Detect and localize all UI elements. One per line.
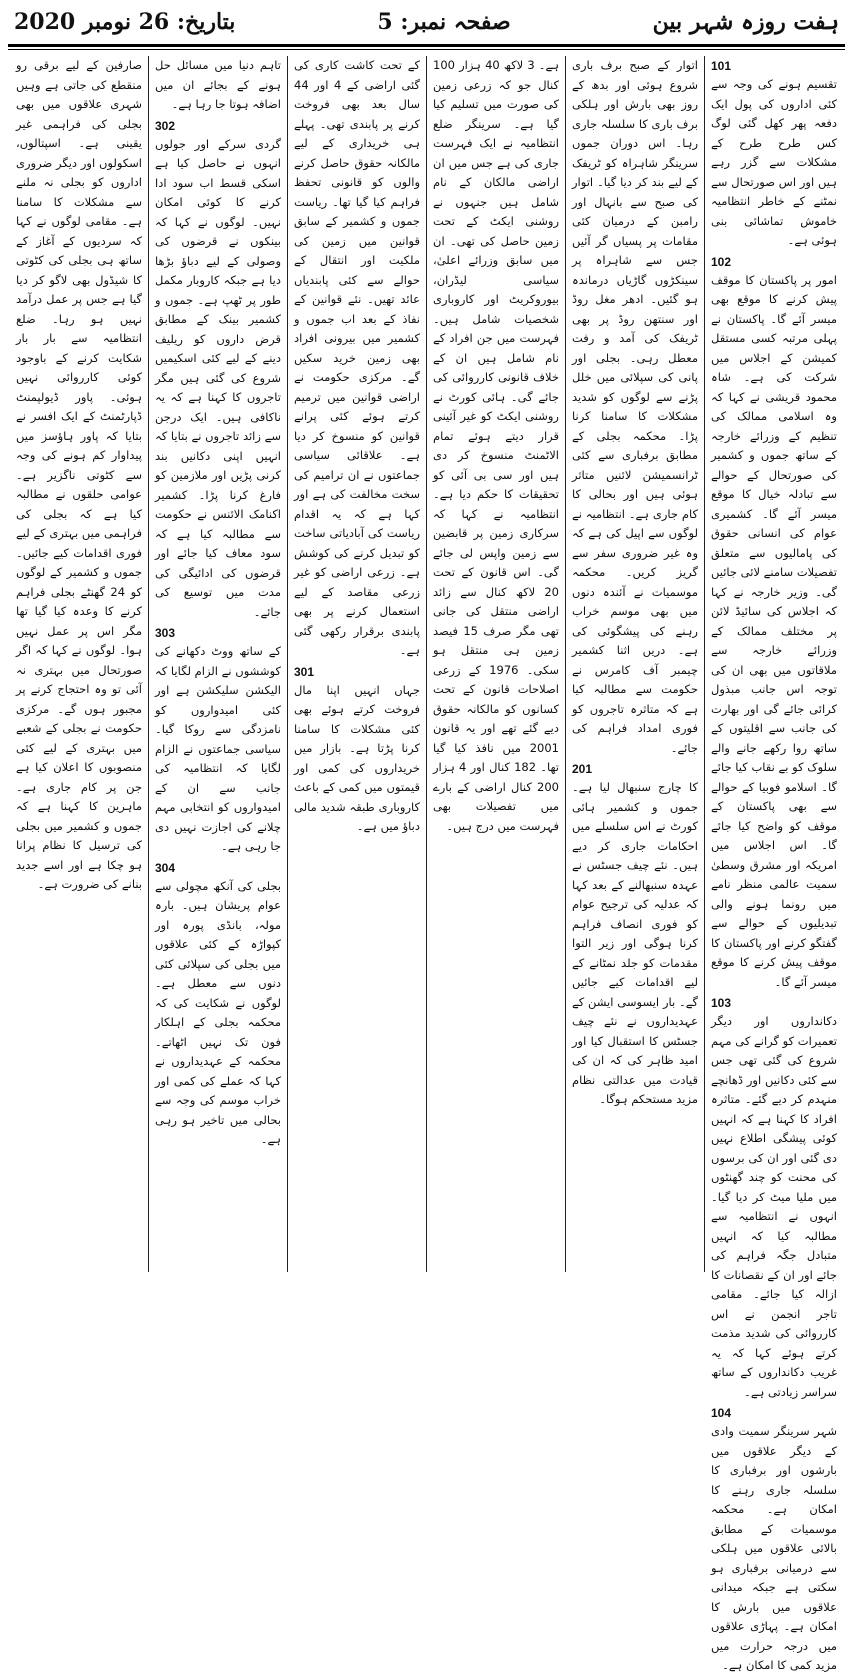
news-item-text: گردی سرکے اور جولوں انہوں نے حاصل کیا ہے اسکی قسط اب سود ادا کرنے کا کوئی امکان نہیں۔ لوگوں نے کہا کہ بینکوں نے قرضوں کی وصولی کے لیے دباؤ بڑھا دیا ہے جبکہ کاروبار مکمل طور پر ٹھپ ہے۔ جموں و کشمیر بینک کے مطابق قرض داروں کو ریلیف دینے کے لیے کئی اسکیمیں شروع کی گئی ہیں مگر تاجروں کا کہنا ہے کہ یہ ناکافی ہیں۔ ایک درجن سے زائد تاجروں نے بتایا کہ انہیں اپنی دکانیں بند کرنی پڑیں اور ملازمین کو فارغ کرنا پڑا۔ کشمیر اکنامک الائنس نے حکومت سے مطالبہ کیا ہے کہ سود معاف کیا جائے اور قرضوں کی ادائیگی کی مدت میں توسیع کی جائے۔	[155, 136, 281, 619]
news-item-text: کے ساتھ ووٹ دکھانے کی کوششوں نے الزام لگایا کہ الیکشن سلیکشن ہے اور کئی امیدواروں کو نامزدگی سے روکا گیا۔ سیاسی جماعتوں نے الزام لگایا کہ انتظامیہ کی جانب سے ان کے امیدواروں کو انتخابی مہم چلانے کی اجازت نہیں دی جا رہی ہے۔	[155, 644, 281, 853]
column-4	[288, 56, 427, 1272]
column-6	[10, 56, 149, 1272]
news-item-text: جہاں انہیں اپنا مال فروخت کرتے ہوئے بھی کئی مشکلات کا سامنا کرنا پڑتا ہے۔ بازار میں خریداروں کی کمی اور قیمتوں میں کمی کے باعث کاروباری طبقہ شدید مالی دباؤ میں ہے۔	[294, 682, 420, 833]
masthead	[0, 0, 853, 44]
newspaper-title: ہفت روزہ شہر بین	[652, 9, 839, 35]
news-item-text: امور پر پاکستان کا موقف پیش کرنے کا موقع بھی میسر آئے گا۔ پاکستان نے پہلی مرتبہ کسی مستقل کمیشن کے اجلاس میں شرکت کی ہے۔ شاہ محمود قریشی نے کہا کہ وہ اسلامی ممالک کی تنظیم کے وزرائے خارجہ کے ساتھ جموں و کشمیر کی صورتحال کے حوالے سے تبادلہ خیال کا موقع میسر آئے گا۔ کشمیری عوام کی انسانی حقوق کی پامالیوں سے متعلق تفصیلات سامنے لائی جائیں گی۔ وزیر خارجہ نے کہا کہ اجلاس کی سائیڈ لائن پر مختلف ممالک کے وزرائے خارجہ سے ملاقاتوں میں بھی ان کی توجہ اس جانب مبذول کرائی جائے گی اور بھارت کی جانب سے اقلیتوں کے ساتھ روا رکھے جانے والے سلوک کو بے نقاب کیا جائے گا۔ اسلامو فوبیا کے حوالے سے بھی پاکستان کے موقف کو واضح کیا جائے گا۔ اس اجلاس میں امریکہ اور مشرق وسطیٰ سمیت عالمی منظر نامے میں رونما ہونے والی تبدیلیوں کے حوالے سے گفتگو کرنے اور پاکستان کا موقف پیش کرنے کا موقع میسر آئے گا۔	[710, 272, 837, 989]
news-item	[433, 56, 559, 836]
news-item-number: 301	[294, 664, 315, 679]
news-item	[294, 664, 420, 837]
news-item-text: اتوار کے صبح برف باری شروع ہوئی اور بدھ کے روز بھی بارش اور ہلکی برف باری کا سلسلہ جاری رہا۔ اس دوران جموں سرینگر شاہراہ کو ٹریفک کے لیے بند کر دیا گیا۔ اتوار کی صبح سے بانہال اور رامبن کے درمیان کئی مقامات پر پسیاں گر آئیں جس سے شاہراہ پر سینکڑوں گاڑیاں درماندہ ہو گئیں۔ ادھر مغل روڈ اور سنتھن روڈ پر بھی ٹریفک کی آمد و رفت معطل رہی۔ بجلی اور پانی کی سپلائی میں خلل پڑنے سے لوگوں کو شدید مشکلات کا سامنا کرنا پڑا۔ محکمہ بجلی کے مطابق برفباری سے کئی ٹرانسمیشن لائنیں متاثر ہوئی ہیں اور بحالی کا کام جاری ہے۔ انتظامیہ نے لوگوں سے اپیل کی ہے کہ وہ غیر ضروری سفر سے گریز کریں۔ محکمہ موسمیات نے آئندہ دنوں میں بھی موسم خراب رہنے کی پیشگوئی کی ہے۔ دریں اثنا کشمیر چیمبر آف کامرس نے حکومت سے مطالبہ کیا ہے کہ متاثرہ تاجروں کو فوری امداد فراہم کی جائے۔	[572, 58, 698, 755]
news-item	[711, 1405, 837, 1676]
column-5	[149, 56, 288, 1272]
news-item-number: 104	[711, 1406, 732, 1420]
news-item	[294, 56, 420, 661]
masthead-rule-thick	[8, 44, 845, 47]
news-item-number: 302	[155, 118, 176, 133]
news-item-text: دکانداروں اور دیگر تعمیرات کو گرانے کی مہم شروع کی گئی تھی جس سے کئی دکانیں اور ڈھانچے منہدم کر دیے گئے۔ متاثرہ افراد کا کہنا ہے کہ انہیں کوئی پیشگی اطلاع نہیں دی گئی اور ان کی برسوں کی محنت کو چند گھنٹوں میں ملیا میٹ کر دیا گیا۔ انہوں نے انتظامیہ سے مطالبہ کیا کہ انہیں متبادل جگہ فراہم کی جائے اور ان کے نقصانات کا ازالہ کیا جائے۔ مقامی تاجر انجمن نے اس کارروائی کی شدید مذمت کرتے ہوئے کہا کہ یہ غریب دکانداروں کے ساتھ سراسر زیادتی ہے۔	[711, 1014, 837, 1399]
news-item-number: 303	[155, 626, 176, 640]
news-item	[711, 254, 837, 993]
news-item-text: صارفین کے لیے برقی رو منقطع کی جاتی ہے وہیں شہری علاقوں میں بھی بجلی کی فراہمی غیر یقینی ہے۔ اسپتالوں، اسکولوں اور دیگر ضروری اداروں کو بجلی نہ ملنے سے مشکلات کا سامنا ہے۔ مقامی لوگوں نے کہا کہ سردیوں کے آغاز کے ساتھ ہی بجلی کی کٹوتی کا شیڈول بھی لاگو کر دیا گیا ہے جس پر عمل درآمد نہیں ہو رہا۔ ضلع انتظامیہ سے بار بار شکایت کرنے کے باوجود کوئی کارروائی نہیں ہوئی۔ پاور ڈیولپمنٹ ڈپارٹمنٹ کے ایک افسر نے بتایا کہ پاور ہاؤسز میں پیداوار کم ہونے کی وجہ سے کٹوتی ناگزیر ہے۔ عوامی حلقوں نے مطالبہ کیا ہے کہ بجلی کی فراہمی میں بہتری کے لیے فوری اقدامات کیے جائیں۔ جموں و کشمیر کے لوگوں کو 24 گھنٹے بجلی فراہم کرنے کا وعدہ کیا گیا تھا مگر اس پر عمل نہیں ہوا۔ لوگوں نے کہا کہ اگر صورتحال میں بہتری نہ آئی تو وہ احتجاج کرنے پر مجبور ہوں گے۔ مرکزی حکومت نے بجلی کے شعبے میں بہتری کے لیے کئی منصوبوں کا اعلان کیا ہے جن پر کام جاری ہے۔ ماہرین کا کہنا ہے کہ جموں و کشمیر میں بجلی کی ترسیل کا نظام پرانا ہو چکا ہے اور اسے جدید بنانے کی ضرورت ہے۔	[16, 58, 142, 891]
column-2	[566, 56, 705, 1272]
news-item	[155, 625, 281, 857]
news-item-number: 201	[572, 762, 593, 776]
news-item-number: 102	[711, 254, 732, 269]
news-item-number: 103	[711, 996, 732, 1010]
news-item-text: تقسیم ہونے کی وجہ سے کئی اداروں کی پول ایک دفعہ پھر کھل گئی لوگ کس طرح طرح کے مشکلات سے گزر رہے ہیں اور اس صورتحال سے نمٹنے کے خاطر انتظامیہ خاموش تماشائی بنی ہوئی ہے۔	[711, 77, 837, 247]
news-item	[16, 56, 142, 895]
news-item-number: 304	[155, 860, 176, 875]
news-item	[572, 761, 698, 1110]
news-item-text: کے تحت کاشت کاری کی گئی اراضی کے 4 اور 44 سال بعد بھی فروخت کرنے پر پابندی تھی۔ پہلے ہی خریداری کے لیے مالکانہ حقوق حاصل کرنے والوں کو قانونی تحفظ فراہم کیا گیا تھا۔ ریاست جموں و کشمیر کے سابق قوانین میں زمین کی ملکیت اور انتقال کے حوالے سے کئی پابندیاں عائد تھیں۔ نئے قوانین کے نفاذ کے بعد اب جموں و کشمیر میں بیرونی افراد بھی زمین خرید سکیں گے۔ مرکزی حکومت نے اراضی قوانین میں ترمیم کرتے ہوئے کئی پرانے قوانین کو منسوخ کر دیا ہے۔ علاقائی سیاسی جماعتوں نے ان ترامیم کی سخت مخالفت کی ہے اور کہا ہے کہ یہ اقدام ریاست کی آبادیاتی ساخت کو تبدیل کرنے کی کوشش ہے۔ زرعی اراضی کو غیر زرعی مقاصد کے لیے استعمال کرنے پر بھی پابندی برقرار رکھی گئی ہے۔	[294, 58, 420, 657]
article-columns	[10, 56, 843, 1672]
column-3	[427, 56, 566, 1272]
news-item-text: کا چارج سنبھال لیا ہے۔ جموں و کشمیر ہائی کورٹ نے اس سلسلے میں احکامات جاری کر دیے ہیں۔ نئے چیف جسٹس نے عہدہ سنبھالنے کے بعد کہا کہ عدلیہ کی ترجیح عوام کو فوری انصاف فراہم کرنا ہوگی اور زیر التوا مقدمات کو جلد نمٹانے کے لیے اقدامات کیے جائیں گے۔ بار ایسوسی ایشن کے عہدیداروں نے نئے چیف جسٹس کا استقبال کیا اور امید ظاہر کی کہ ان کی قیادت میں عدالتی نظام مزید مستحکم ہوگا۔	[572, 780, 698, 1106]
news-item-text: بجلی کی آنکھ مچولی سے عوام پریشان ہیں۔ بارہ مولہ، بانڈی پورہ اور کپواڑہ کے کئی علاقوں میں بجلی کی سپلائی کئی دنوں سے معطل ہے۔ لوگوں نے شکایت کی کہ محکمہ بجلی کے اہلکار فون تک نہیں اٹھاتے۔ محکمہ کے عہدیداروں نے کہا کہ عملے کی کمی اور خراب موسم کی وجہ سے بحالی میں تاخیر ہو رہی ہے۔	[155, 878, 281, 1146]
news-item	[572, 56, 698, 758]
issue-date: بتاریخ: 26 نومبر 2020	[14, 9, 236, 35]
news-item	[155, 118, 281, 623]
news-item-text: تاہم دنیا میں مسائل حل ہونے کے بجائے ان میں اضافہ ہوتا جا رہا ہے۔	[155, 58, 281, 111]
column-1	[705, 56, 843, 1672]
news-item-text: ہے۔ 3 لاکھ 40 ہزار 100 کنال جو کہ زرعی زمین کی صورت میں تسلیم کیا گیا ہے۔ سرینگر ضلع انتظامیہ نے ایک فہرست جاری کی ہے جس میں ان اراضی مالکان کے نام شامل ہیں جنہوں نے روشنی ایکٹ کے تحت زمین حاصل کی تھی۔ ان میں سابق وزرائے اعلیٰ، سیاسی لیڈران، بیوروکریٹ اور کاروباری شخصیات شامل ہیں۔ فہرست میں جن افراد کے نام شامل ہیں ان کے خلاف قانونی کارروائی کی جائے گی۔ ہائی کورٹ نے روشنی ایکٹ کو غیر آئینی قرار دیتے ہوئے تمام الاٹمنٹ منسوخ کر دی ہیں اور سی بی آئی کو تحقیقات کا حکم دیا ہے۔ انتظامیہ نے کہا کہ سرکاری زمین پر قابضین سے زمین واپس لی جائے گی۔ اس قانون کے تحت 20 لاکھ کنال سے زائد اراضی منتقل کی جانی تھی مگر صرف 15 فیصد زمین ہی منتقل ہو سکی۔ 1976 کے زرعی اصلاحات قانون کے تحت کسانوں کو مالکانہ حقوق دیے گئے تھے اور یہ قانون 2001 میں نافذ کیا گیا تھا۔ 182 کنال اور 4 ہزار 200 کنال اراضی کے بارے میں تفصیلات بھی فہرست میں درج ہیں۔	[433, 58, 560, 833]
news-item-number: 101	[711, 59, 732, 73]
news-item	[155, 56, 281, 115]
page-number-label: صفحہ نمبر: 5	[377, 9, 511, 35]
news-item	[155, 860, 281, 1150]
news-item-text: شہر سرینگر سمیت وادی کے دیگر علاقوں میں بارشوں اور برفباری کا سلسلہ جاری رہنے کا امکان ہے۔ محکمہ موسمیات کے مطابق بالائی علاقوں میں ہلکی سے درمیانی برفباری ہو سکتی ہے جبکہ میدانی علاقوں میں بارش کا امکان ہے۔ پہاڑی علاقوں میں درجہ حرارت میں مزید کمی کا امکان ہے۔	[711, 1424, 837, 1672]
news-item	[711, 995, 837, 1402]
masthead-rule-thin	[8, 49, 845, 50]
news-item	[711, 58, 837, 251]
